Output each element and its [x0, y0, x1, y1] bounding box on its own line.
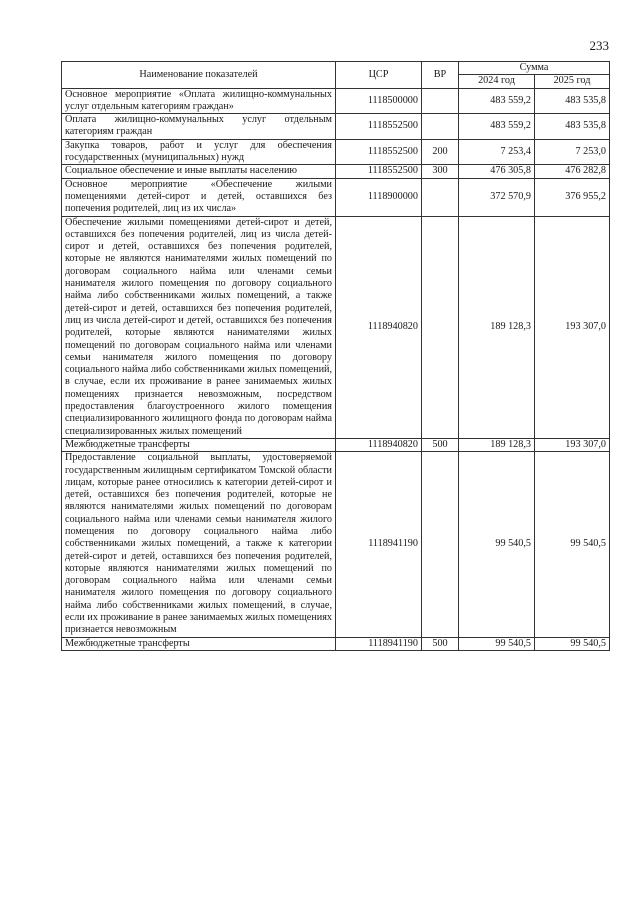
- row-vr: 500: [422, 637, 459, 650]
- row-sum-2024: 189 128,3: [459, 216, 535, 438]
- row-name: Межбюджетные трансферты: [62, 637, 336, 650]
- header-sum: Сумма: [459, 62, 610, 75]
- table-row: [62, 438, 610, 451]
- row-vr: 500: [422, 438, 459, 451]
- row-sum-2024: 189 128,3: [459, 438, 535, 451]
- header-csr: ЦСР: [336, 62, 422, 89]
- row-sum-2024: 483 559,2: [459, 88, 535, 114]
- row-sum-2024: 99 540,5: [459, 637, 535, 650]
- row-sum-2024: 372 570,9: [459, 178, 535, 216]
- table-row: [62, 637, 610, 650]
- table-row: [62, 178, 610, 216]
- row-sum-2025: 193 307,0: [535, 216, 610, 438]
- row-sum-2025: 7 253,0: [535, 139, 610, 165]
- header-year-2025: 2025 год: [535, 75, 610, 88]
- row-sum-2024: 476 305,8: [459, 165, 535, 178]
- row-csr: 1118940820: [336, 438, 422, 451]
- row-vr: 300: [422, 165, 459, 178]
- table-row: [62, 139, 610, 165]
- row-sum-2024: 99 540,5: [459, 452, 535, 637]
- header-year-2024: 2024 год: [459, 75, 535, 88]
- row-csr: 1118552500: [336, 165, 422, 178]
- row-sum-2025: 376 955,2: [535, 178, 610, 216]
- row-sum-2024: 483 559,2: [459, 114, 535, 140]
- table-row: [62, 165, 610, 178]
- row-csr: 1118900000: [336, 178, 422, 216]
- row-vr: [422, 114, 459, 140]
- row-name: Основное мероприятие «Оплата жилищно-коммунальных услуг отдельным категориям граждан»: [62, 88, 336, 114]
- row-sum-2025: 99 540,5: [535, 452, 610, 637]
- row-name: Предоставление социальной выплаты, удостоверяемой государственным жилищным сертификатом Томской области лицам, которые ранее относились к категории детей-сирот и детей, оставшихся без попечения родителей, которые не являются нанимателями жилых помещений по договорам социального найма или членами семьи нанимателя жилого помещения по договору социального найма либо собственниками жилых помещений, а также к категории детей-сирот и детей, оставшихся без попечения родителей, которые являются нанимателями жилых помещений по договорам социального найма или членами семьи нанимателя жилого помещения по договору социального найма либо собственниками жилых помещений, в случае, если их проживание в ранее занимаемых жилых помещениях признается невозможным: [62, 452, 336, 637]
- header-vr: ВР: [422, 62, 459, 89]
- row-vr: [422, 216, 459, 438]
- row-csr: 1118940820: [336, 216, 422, 438]
- row-name: Социальное обеспечение и иные выплаты населению: [62, 165, 336, 178]
- row-vr: [422, 88, 459, 114]
- row-csr: 1118552500: [336, 114, 422, 140]
- table-row: [62, 452, 610, 637]
- row-name: Закупка товаров, работ и услуг для обеспечения государственных (муниципальных) нужд: [62, 139, 336, 165]
- row-vr: [422, 452, 459, 637]
- row-vr: 200: [422, 139, 459, 165]
- row-csr: 1118941190: [336, 452, 422, 637]
- table-row: [62, 114, 610, 140]
- header-name: Наименование показателей: [62, 62, 336, 89]
- table-row: [62, 216, 610, 438]
- row-sum-2025: 483 535,8: [535, 114, 610, 140]
- row-sum-2025: 476 282,8: [535, 165, 610, 178]
- table-row: [62, 88, 610, 114]
- header-row-top: [62, 62, 610, 75]
- row-name: Обеспечение жилыми помещениями детей-сирот и детей, оставшихся без попечения родителей, лиц из числа детей-сирот и детей, оставшихся без попечения родителей, которые не являются нанимателями жилых помещений по договорам социального найма или членами семьи нанимателя жилого помещения по договору социального найма либо собственниками жилых помещений, а также детей-сирот и детей, оставшихся без попечения родителей, лиц из числа детей-сирот и детей, оставшихся без попечения родителей, которые являются нанимателями жилых помещений по договорам социального найма или членами семьи нанимателя жилого помещения по договору социального найма либо собственниками жилых помещений, в случае, если их проживание в ранее занимаемых жилых помещениях признается невозможным, посредством предоставления благоустроенного жилого помещения специализированного жилищного фонда по договорам найма специализированных жилых помещений: [62, 216, 336, 438]
- row-sum-2025: 193 307,0: [535, 438, 610, 451]
- row-csr: 1118941190: [336, 637, 422, 650]
- row-name: Основное мероприятие «Обеспечение жилыми помещениями детей-сирот и детей, оставшихся без попечения родителей, лиц из их числа»: [62, 178, 336, 216]
- row-name: Оплата жилищно-коммунальных услуг отдельным категориям граждан: [62, 114, 336, 140]
- row-csr: 1118500000: [336, 88, 422, 114]
- page-number: 233: [589, 38, 609, 53]
- row-sum-2024: 7 253,4: [459, 139, 535, 165]
- row-sum-2025: 99 540,5: [535, 637, 610, 650]
- row-vr: [422, 178, 459, 216]
- row-sum-2025: 483 535,8: [535, 88, 610, 114]
- row-name: Межбюджетные трансферты: [62, 438, 336, 451]
- budget-table: [61, 61, 610, 651]
- row-csr: 1118552500: [336, 139, 422, 165]
